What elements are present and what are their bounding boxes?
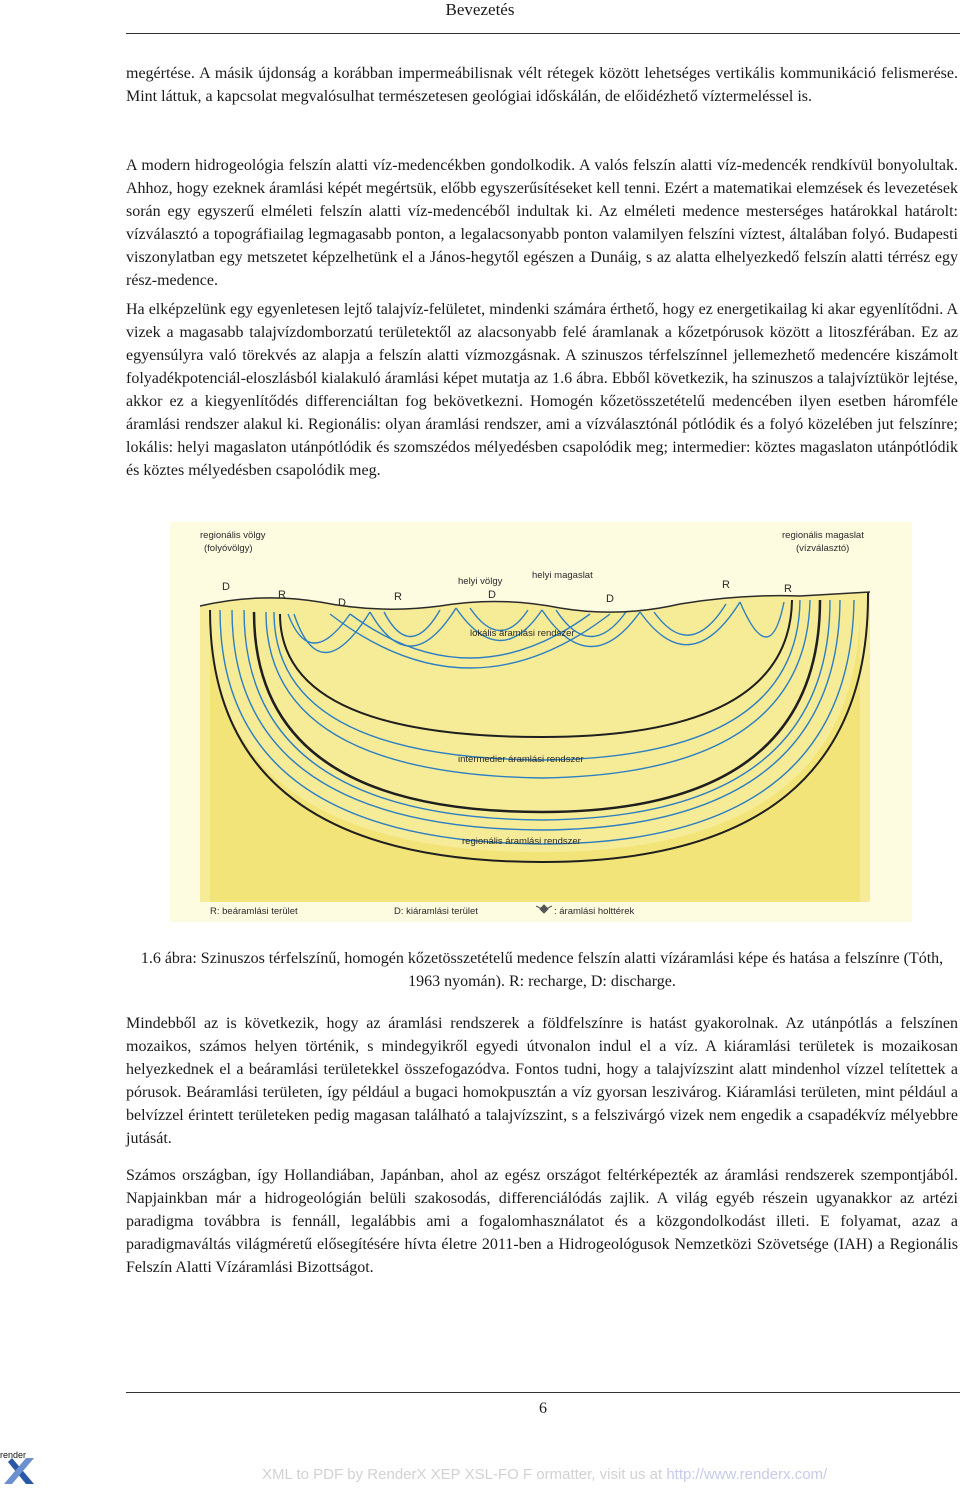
renderx-logo-mark bbox=[0, 1440, 44, 1484]
paragraph-flow-systems bbox=[126, 298, 958, 482]
label-local-high: helyi magaslat bbox=[532, 570, 593, 581]
label-discharge: D bbox=[488, 589, 496, 601]
page-number-text: 6 bbox=[539, 1400, 547, 1417]
legend-deadzone: : áramlási holttérek bbox=[554, 906, 635, 917]
renderx-watermark bbox=[262, 1466, 960, 1484]
flow-system-figure bbox=[170, 522, 912, 922]
label-discharge: D bbox=[222, 581, 230, 593]
label-recharge: R bbox=[722, 579, 730, 591]
header-rule bbox=[126, 33, 960, 34]
legend-recharge: R: beáramlási terület bbox=[210, 906, 298, 917]
label-discharge: D bbox=[338, 597, 346, 609]
label-local-system: lokális áramlási rendszer bbox=[470, 628, 575, 639]
caption-text: 1.6 ábra: Szinuszos térfelszínű, homogén kőzetösszetételű medence felszín alatti vízáramlási képe és hatása a felszínre (Tóth, 1963 nyomán). R: recharge, D: discharge. bbox=[140, 950, 944, 990]
page-number bbox=[126, 1398, 960, 1420]
label-discharge: D bbox=[606, 593, 614, 605]
label-regional-high-2: (vízválasztó) bbox=[796, 543, 850, 554]
label-recharge: R bbox=[278, 589, 286, 601]
paragraph-basins bbox=[126, 154, 958, 292]
running-header bbox=[0, 0, 960, 20]
watermark-text: XML to PDF by RenderX XEP XSL-FO F ormatter, visit us at bbox=[262, 1466, 667, 1483]
flow-system-diagram bbox=[170, 522, 912, 922]
paragraph-international bbox=[126, 1164, 958, 1279]
renderx-logo bbox=[0, 1440, 44, 1484]
label-recharge: R bbox=[784, 583, 792, 595]
paragraph-surface-effects bbox=[126, 1012, 958, 1150]
renderx-logo-text: render bbox=[0, 1450, 27, 1460]
paragraph-intro bbox=[126, 62, 958, 108]
label-local-valley: helyi völgy bbox=[458, 576, 503, 587]
paragraph-text: A modern hidrogeológia felszín alatti víz-medencékben gondolkodik. A valós felszín alatti víz-medencék rendkívül bonyolultak. Ahhoz, hogy ezeknek áramlási képét megértsük, előbb egyszerűsítéseket kell tenni. Ezért a matematikai elemzések és levezetések során egy egyszerű elméleti felszín alatti víz-medencéből indultak ki. Az elméleti medence mesterséges határokkal határolt: vízválasztó a topográfiailag legmagasabb ponton, a legalacsonyabb ponton valamilyen felszíni víztest, általában folyó. Budapesti viszonylatban egy metszetet képzelhetünk el a János-hegytől egészen a Dunáig, s az alatta elhelyezkedő felszín alatti térrész egy rész-medence. bbox=[126, 157, 958, 289]
figure-caption bbox=[126, 947, 958, 993]
paragraph-text: Ha elképzelünk egy egyenletesen lejtő talajvíz-felületet, mindenki számára érthető, hogy ez energetikailag ki akar egyenlítődni. A vizek a magasabb talajvízdomborzatú területektől az alacsonyabb felé áramlanak a kőzetpórusok között a litoszférában. Ez az egyensúlyra való törekvés az alapja a felszín alatti vízmozgásnak. A szinuszos térfelszínnel jellemezhető medencére kiszámolt folyadékpotenciál-eloszlásból kialakuló áramlási képet mutatja az 1.6 ábra. Ebből következik, ha szinuszos a talajvíztükör lejtése, akkor ez a kiegyenlítődés differenciáltan fog bekövetkezni. Homogén kőzetösszetételű medencében ilyen esetben háromféle áramlási rendszer alakul ki. Regionális: olyan áramlási rendszer, ami a vízválasztónál pótlódik és a folyó közelében jut felszínre; lokális: helyi magaslaton utánpótlódik és szomszédos mélyedésben csapolódik meg; intermedier: köztes magaslaton utánpótlódik és köztes mélyedésben csapolódik meg. bbox=[126, 301, 958, 479]
footer-rule bbox=[126, 1392, 960, 1393]
paragraph-text: megértése. A másik újdonság a korábban impermeábilisnak vélt rétegek között lehetséges vertikális kommunikáció felismerése. Mint láttuk, a kapcsolat megvalósulhat természetesen geológiai időskálán, de előidézhető víztermeléssel is. bbox=[126, 65, 958, 105]
paragraph-text: Számos országban, így Hollandiában, Japánban, ahol az egész országot feltérképezték az áramlási rendszerek szempontjából. Napjainkban már a hidrogeológián belüli szakosodás, differenciálódás zajlik. A világ egyéb részein ugyanakkor az artézi paradigma továbbra is fennáll, legalábbis ami a fogalomhasználatot és a közgondolkodást illeti. E folyamat, azaz a paradigmaváltás világméretű elősegítésére hívta életre 2011-ben a Hidrogeológusok Nemzetközi Szövetsége (IAH) a Regionális Felszín Alatti Vízáramlási Bizottságot. bbox=[126, 1167, 958, 1276]
legend-discharge: D: kiáramlási terület bbox=[394, 906, 478, 917]
label-recharge: R bbox=[394, 591, 402, 603]
label-regional-high-1: regionális magaslat bbox=[782, 530, 864, 541]
label-regional-valley-1: regionális völgy bbox=[200, 530, 266, 541]
watermark-link[interactable]: http://www.renderx.com/ bbox=[666, 1466, 828, 1483]
paragraph-text: Mindebből az is következik, hogy az áramlási rendszerek a földfelszínre is hatást gyakorolnak. Az utánpótlás a felszínen mozaikos, számos helyen történik, s mindegyikről egyedi útvonalon indul el a víz. A kiáramlási területek is mozaikosan helyezkednek el a beáramlási területekkel összefogazódva. Fontos tudni, hogy a talajvízszint alatt mindenhol vízzel telítettek a pórusok. Beáramlási területen, így például a bugaci homokpusztán a víz gyorsan leszivárog. Kiáramlási területen, mint például a belvízzel érintett területeken pedig magasan található a talajvízszint, s a felszivárgó vizek nem engedik a csapadékvíz mélyebbre jutását. bbox=[126, 1015, 958, 1147]
label-intermediate-system: intermedier áramlási rendszer bbox=[458, 754, 584, 765]
label-regional-system: regionális áramlási rendszer bbox=[462, 836, 581, 847]
label-regional-valley-2: (folyóvölgy) bbox=[204, 543, 253, 554]
header-title: Bevezetés bbox=[445, 0, 515, 19]
